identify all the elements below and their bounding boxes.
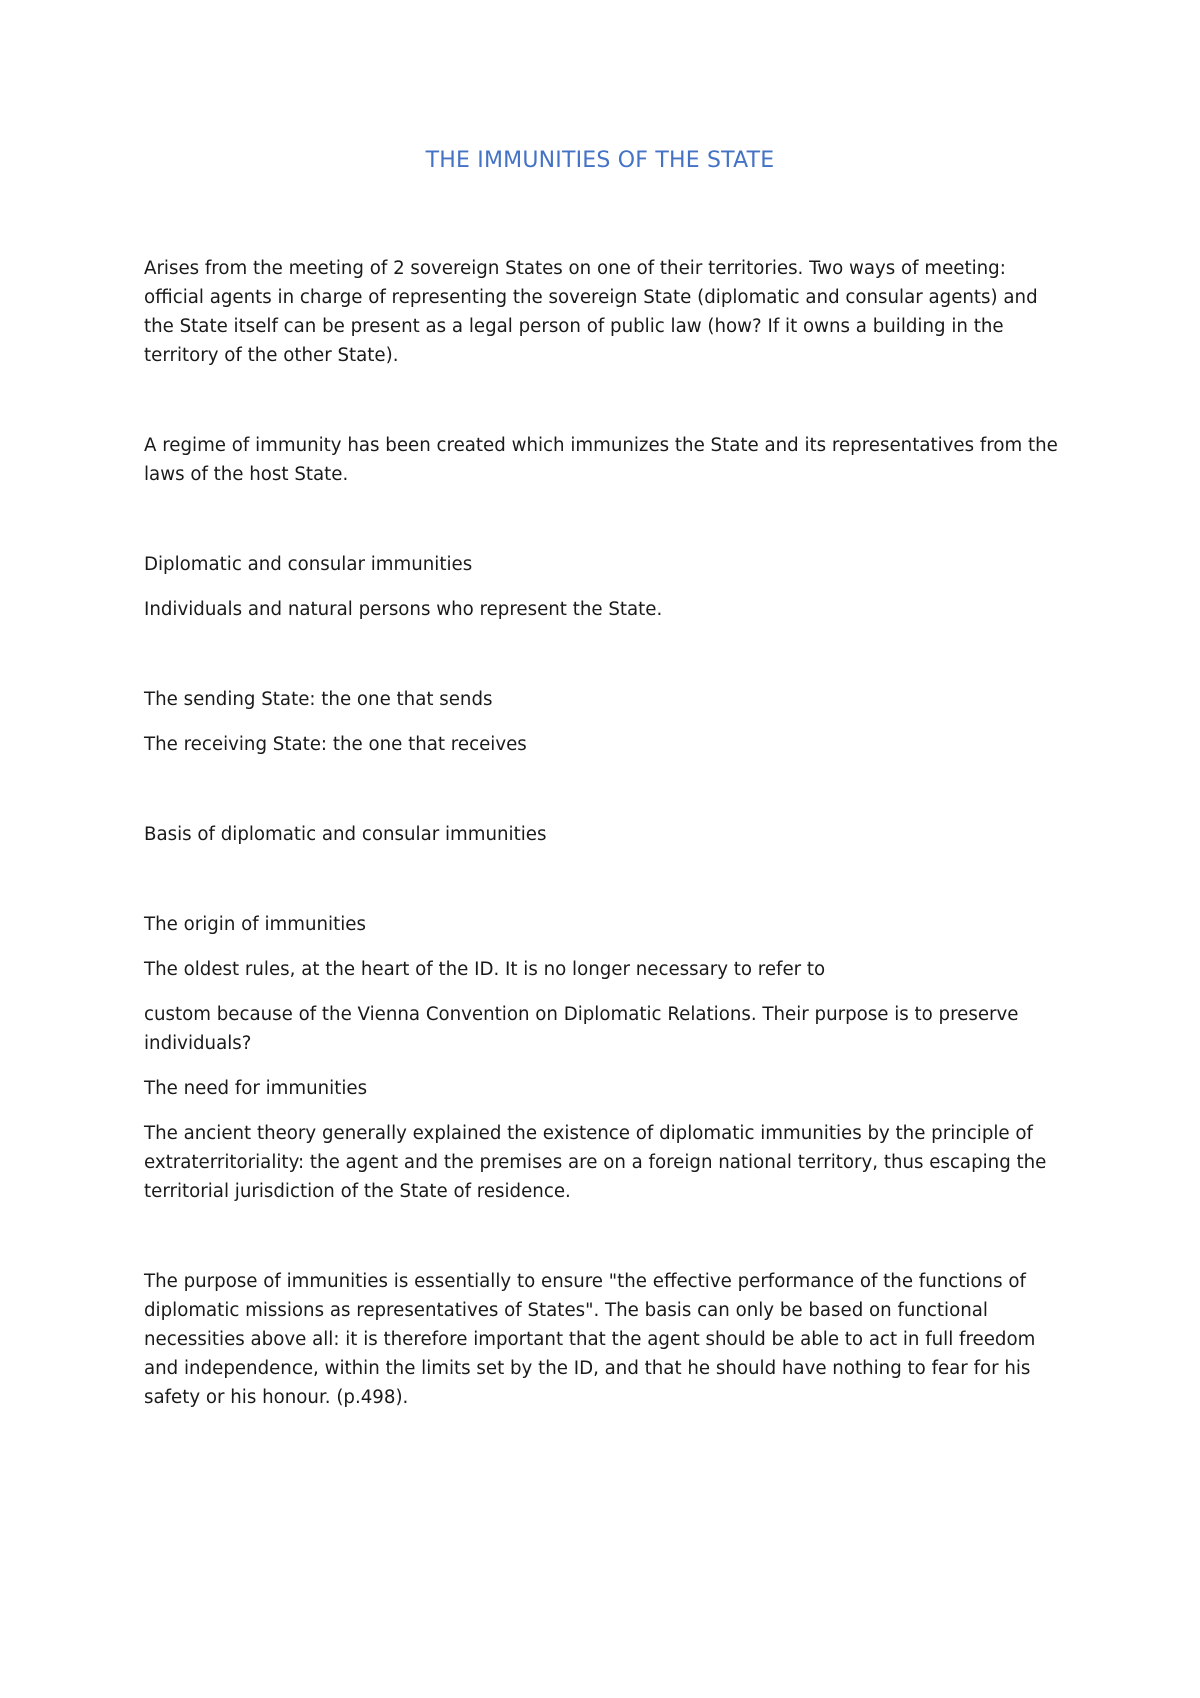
paragraph-custom: custom because of the Vienna Convention on Diplomatic Relations. Their purpose is to preserve individuals? xyxy=(144,1004,1019,1054)
spacer xyxy=(144,775,1069,820)
paragraph-receiving-state: The receiving State: the one that receives xyxy=(144,734,527,755)
paragraph-sending-state: The sending State: the one that sends xyxy=(144,689,493,710)
paragraph-regime: A regime of immunity has been created which immunizes the State and its representatives from the laws of the host State. xyxy=(144,435,1058,485)
document-body xyxy=(144,254,1069,1428)
document-title: THE IMMUNITIES OF THE STATE xyxy=(425,148,775,173)
paragraph-oldest-rules: The oldest rules, at the heart of the ID. It is no longer necessary to refer to xyxy=(144,959,826,980)
paragraph-ancient-theory: The ancient theory generally explained the existence of diplomatic immunities by the principle of extraterritoriality: the agent and the premises are on a foreign national territory, thus escaping the territorial jurisdiction of the State of residence. xyxy=(144,1123,1047,1202)
spacer xyxy=(144,386,1069,431)
paragraph-intro: Arises from the meeting of 2 sovereign States on one of their territories. Two ways of meeting: official agents in charge of representing the sovereign State (diplomatic and consular agents) and the State itself can be present as a legal person of public law (how? If it owns a building in the territory of the other State). xyxy=(144,258,1038,366)
heading-diplomatic-consular: Diplomatic and consular immunities xyxy=(144,554,473,575)
heading-need: The need for immunities xyxy=(144,1078,368,1099)
heading-origin: The origin of immunities xyxy=(144,914,366,935)
paragraph-purpose: The purpose of immunities is essentially to ensure "the effective performance of the functions of diplomatic missions as representatives of States". The basis can only be based on functional necessities above all: it is therefore important that the agent should be able to act in full freedom and independence, within the limits set by the ID, and that he should have nothing to fear for his safety or his honour. (p.498). xyxy=(144,1271,1036,1408)
spacer xyxy=(144,640,1069,685)
spacer xyxy=(144,865,1069,910)
paragraph-individuals: Individuals and natural persons who represent the State. xyxy=(144,599,663,620)
spacer xyxy=(144,1222,1069,1267)
spacer xyxy=(144,505,1069,550)
heading-basis: Basis of diplomatic and consular immunities xyxy=(144,824,547,845)
